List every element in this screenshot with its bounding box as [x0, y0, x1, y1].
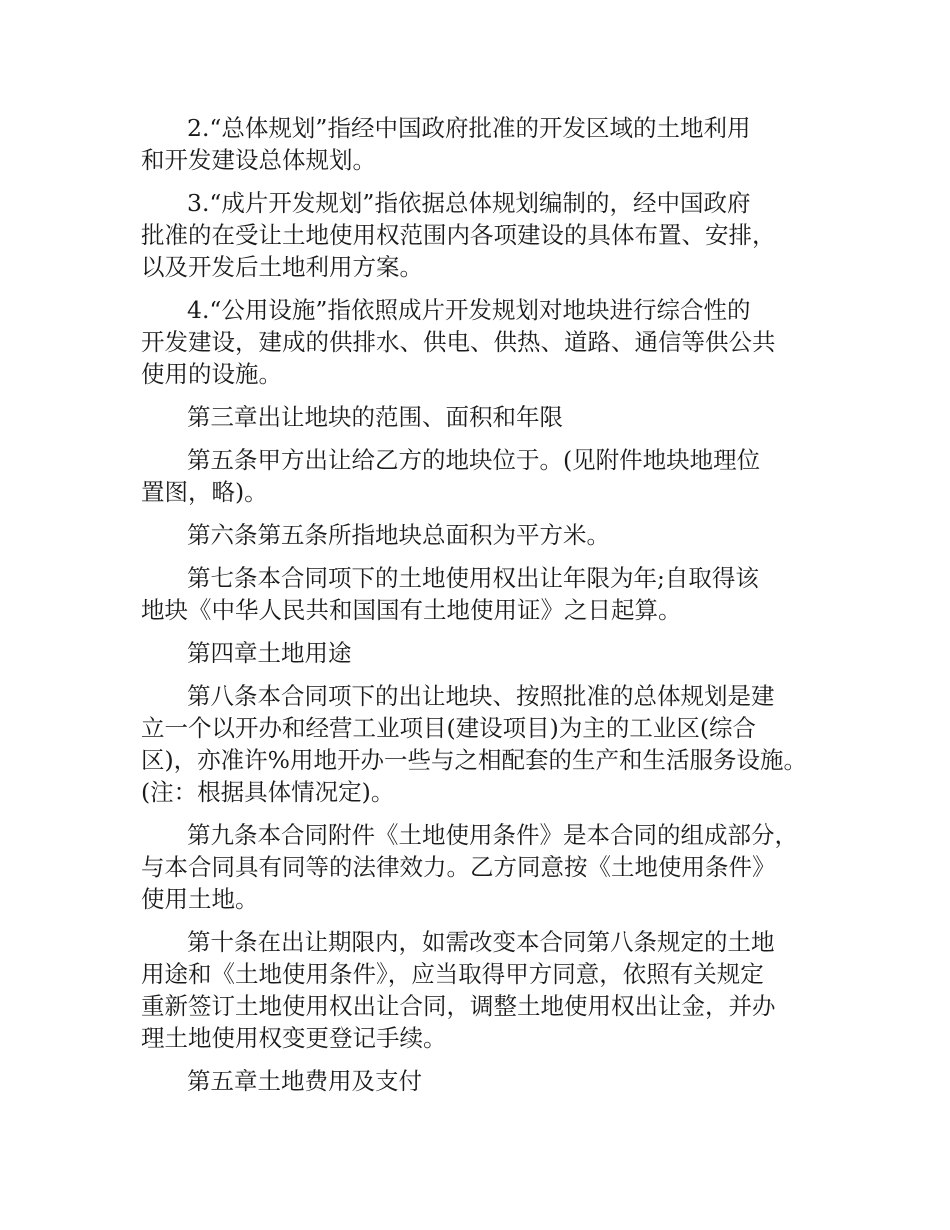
text-line: 开发建设，建成的供排水、供电、供热、道路、通信等供公共 [141, 328, 776, 356]
text-line: 4.“公用设施”指依照成片开发规划对地块进行综合性的 [187, 296, 751, 324]
text-line: 第五条甲方出让给乙方的地块位于。(见附件地块地理位 [187, 446, 761, 474]
text-line: 第五章土地费用及支付 [187, 1067, 422, 1095]
text-line: 地块《中华人民共和国国有土地使用证》之日起算。 [141, 596, 682, 624]
text-line: 区)，亦准许%用地开办一些与之相配套的生产和生活服务设施。 [141, 746, 807, 774]
text-line: 与本合同具有同等的法律效力。乙方同意按《土地使用条件》 [141, 853, 776, 881]
text-line: 用途和《土地使用条件》，应当取得甲方同意，依照有关规定 [141, 960, 764, 988]
article-5 [141, 444, 821, 508]
chapter-4-heading [141, 637, 821, 669]
text-line: 以及开发后土地利用方案。 [141, 253, 423, 281]
text-line: 批准的在受让土地使用权范围内各项建设的具体布置、安排， [141, 221, 776, 249]
text-line: 第三章出让地块的范围、面积和年限 [187, 403, 563, 431]
text-line: 第六条第五条所指地块总面积为平方米。 [187, 521, 610, 549]
text-line: 第十条在出让期限内，如需改变本合同第八条规定的土地 [187, 928, 775, 956]
article-7 [141, 562, 821, 626]
text-line: 和开发建设总体规划。 [141, 146, 376, 174]
text-line: 置图，略)。 [141, 478, 268, 506]
text-line: 使用的设施。 [141, 360, 282, 388]
text-line: 第八条本合同项下的出让地块、按照批准的总体规划是建 [187, 682, 775, 710]
paragraph-definition-3 [141, 187, 821, 283]
article-9 [141, 819, 821, 915]
text-line: 第九条本合同附件《土地使用条件》是本合同的组成部分， [187, 821, 798, 849]
text-line: 3.“成片开发规划”指依据总体规划编制的，经中国政府 [187, 189, 751, 217]
text-line: 重新签订土地使用权出让合同，调整土地使用权出让金，并办 [141, 992, 776, 1020]
paragraph-definition-4 [141, 294, 821, 390]
paragraph-definition-2 [141, 112, 821, 176]
text-line: 第七条本合同项下的土地使用权出让年限为年;自取得该 [187, 564, 759, 592]
text-line: (注：根据具体情况定)。 [141, 778, 395, 806]
text-line: 2.“总体规划”指经中国政府批准的开发区域的土地利用 [187, 114, 751, 142]
text-line: 第四章土地用途 [187, 639, 352, 667]
text-line: 立一个以开办和经营工业项目(建设项目)为主的工业区(综合 [141, 714, 757, 742]
chapter-5-heading [141, 1065, 821, 1097]
article-10 [141, 926, 821, 1054]
text-line: 理土地使用权变更登记手续。 [141, 1024, 447, 1052]
text-line: 使用土地。 [141, 885, 259, 913]
article-8 [141, 680, 821, 808]
chapter-3-heading [141, 401, 821, 433]
document-page [141, 112, 821, 1108]
article-6 [141, 519, 821, 551]
